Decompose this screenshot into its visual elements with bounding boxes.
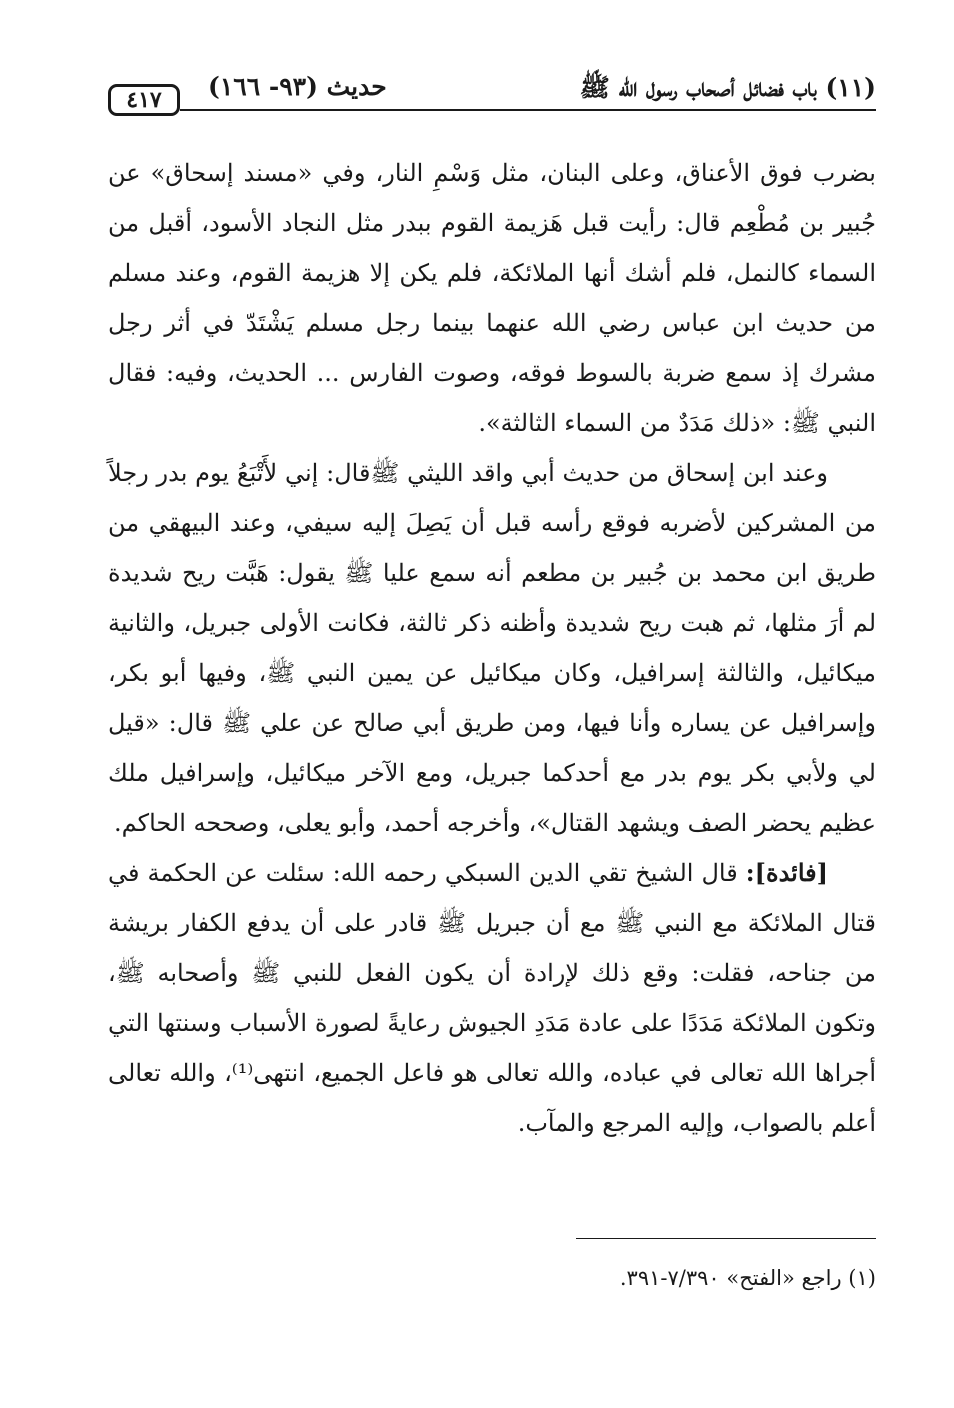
footnote-divider <box>576 1238 876 1239</box>
header-rule <box>180 109 876 111</box>
paragraph-2: وعند ابن إسحاق من حديث أبي واقد الليثي ﷺقال: إني لأَتْبَعُ يوم بدر رجلاً من المشركين لأضربه فوقع رأسه قبل أن يَصِلَ إليه سيفي، وعند البيهقي من طريق ابن محمد بن جُبير بن مطعم أنه سمع عليا ﷺ يقول: هَبَّت ريح شديدة لم أرَ مثلها، ثم هبت ريح شديدة وأظنه ذكر ثالثة، فكانت الأولى جبريل، والثانية ميكائيل، والثالثة إسرافيل، وكان ميكائيل عن يمين النبي ﷺ، وفيها أبو بكر، وإسرافيل عن يساره وأنا فيها، ومن طريق أبي صالح عن علي ﷺ قال: «قيل لي ولأبي بكر يوم بدر مع أحدكما جبريل، ومع الآخر ميكائيل، وإسرافيل ملك عظيم يحضر الصف ويشهد القتال»، وأخرجه أحمد، وأبو يعلى، وصححه الحاكم. <box>108 459 877 837</box>
hadith-range: حديث (٩٣- ١٦٦) <box>208 72 387 101</box>
chapter-title: (١١) باب فضائل أصحاب رسول الله ﷺ <box>579 73 876 102</box>
page-number: ٤١٧ <box>108 84 180 116</box>
paragraph-1: بضرب فوق الأعناق، وعلى البنان، مثل وَسْمِ النار، وفي «مسند إسحاق» عن جُبير بن مُطْعِم قال: رأيت قبل هَزيمة القوم ببدر مثل النجاد الأسود، أقبل من السماء كالنمل، فلم أشك أنها الملائكة، فلم يكن إلا هزيمة القوم، وعند مسلم من حديث ابن عباس رضي الله عنهما بينما رجل مسلم يَشْتَدّ في أثر رجل مشرك إذ سمع ضربة بالسوط فوقه، وصوت الفارس ... الحديث، وفيه: فقال النبي ﷺ: «ذلك مَدَدٌ من السماء الثالثة». <box>108 159 876 437</box>
page-header <box>108 62 876 122</box>
benefit-label: [فائدة]: <box>745 858 828 887</box>
paragraph-3-text: قال الشيخ تقي الدين السبكي رحمه الله: سئلت عن الحكمة في قتال الملائكة مع النبي ﷺ مع أن جبريل ﷺ قادر على أن يدفع الكفار بريشة من جناحه، فقلت: وقع ذلك لإرادة أن يكون الفعل للنبي ﷺ وأصحابه ﷺ، وتكون الملائكة مَدَدًا على عادة مَدَدِ الجيوش رعايةً لصورة الأسباب وسنتها التي أجراها الله تعالى في عباده، والله تعالى هو فاعل الجميع، انتهى⁽¹⁾، والله تعالى أعلم بالصواب، وإليه المرجع والمآب. <box>108 859 877 1137</box>
footnote: (١) راجع «الفتح» ٧/٣٩٠-٣٩١. <box>619 1266 876 1290</box>
main-text <box>108 148 876 1148</box>
paragraph-3 <box>108 848 876 1148</box>
